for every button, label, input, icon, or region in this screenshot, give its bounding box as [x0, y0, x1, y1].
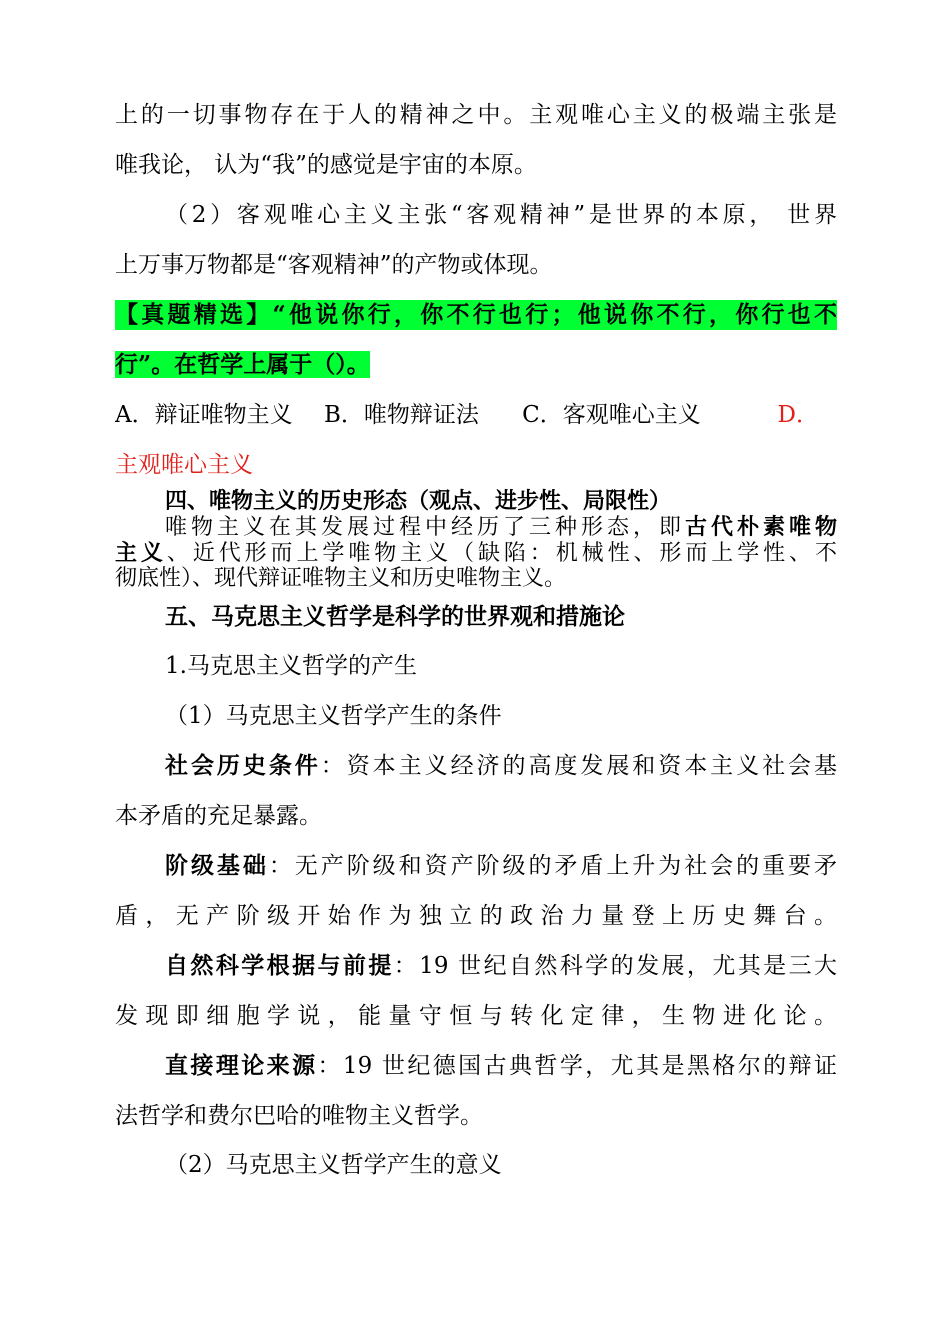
theory-source-text: ：19 世纪德国古典哲学，尤其是黑格尔的辩证: [317, 1053, 837, 1079]
para1-line1: 上的一切事物存在于人的精神之中。主观唯心主义的极端主张是: [115, 102, 837, 128]
science-basis-line2: 发现即细胞学说，能量守恒与转化定律，生物进化论。: [115, 1003, 837, 1029]
science-basis-text: ：19 世纪自然科学的发展，尤其是三大: [393, 953, 837, 979]
social-condition-text: ：资本主义经济的高度发展和资本主义社会基: [320, 753, 837, 779]
option-b: B．唯物辩证法: [323, 402, 479, 428]
social-condition-line1: [165, 751, 837, 781]
section5-sub1-1: （1）马克思主义哲学产生的条件: [165, 703, 502, 729]
section4-line2-term: 主义: [115, 540, 167, 566]
section4-line2-text: 、近代形而上学唯物主义（缺陷：机械性、形而上学性、不: [166, 541, 837, 566]
question-line2: 行”。在哲学上属于（）。: [115, 351, 370, 378]
section4-line1-text: 唯物主义在其发展过程中经历了三种形态，即: [165, 515, 685, 540]
question-line2-wrap: [115, 350, 370, 380]
para2-line2: 上万事万物都是“客观精神”的产物或体现。: [115, 252, 553, 278]
science-basis-line1: [165, 951, 837, 981]
section4-line1: [165, 514, 837, 541]
class-basis-line2: 盾，无产阶级开始作为独立的政治力量登上历史舞台。: [115, 903, 837, 929]
class-basis-label: 阶级基础: [165, 852, 269, 879]
option-d-letter: D．: [777, 402, 819, 428]
option-c: C．客观唯心主义: [522, 402, 701, 428]
section4-heading: 四、唯物主义的历史形态（观点、进步性、局限性）: [165, 488, 672, 514]
para2-line1: （2）客观唯心主义主张“客观精神”是世界的本原， 世界: [165, 202, 837, 228]
section5-sub1-2: （2）马克思主义哲学产生的意义: [165, 1152, 502, 1178]
para1-line2: 唯我论， 认为“我”的感觉是宇宙的本原。: [115, 152, 537, 178]
class-basis-line1: [165, 851, 837, 881]
option-d-answer: 主观唯心主义: [115, 452, 253, 478]
theory-source-line1: [165, 1051, 837, 1081]
section4-line2: [115, 540, 837, 567]
theory-source-label: 直接理论来源: [165, 1052, 318, 1079]
social-condition-label: 社会历史条件: [165, 752, 321, 779]
theory-source-line2: 法哲学和费尔巴哈的唯物主义哲学。: [115, 1103, 483, 1129]
section5-heading: 五、马克思主义哲学是科学的世界观和措施论: [165, 603, 625, 630]
question-line1: 【真题精选】“他说你行，你不行也行；他说你不行，你行也不: [115, 301, 837, 328]
social-condition-line2: 本矛盾的充足暴露。: [115, 803, 322, 829]
science-basis-label: 自然科学根据与前提: [165, 952, 394, 979]
section4-line1-term: 古代朴素唯物: [684, 514, 837, 540]
class-basis-text: ：无产阶级和资产阶级的矛盾上升为社会的重要矛: [268, 853, 837, 879]
section5-sub1: 1.马克思主义哲学的产生: [165, 653, 417, 679]
option-a: A．辩证唯物主义: [115, 402, 293, 428]
section4-line3: 彻底性）、现代辩证唯物主义和历史唯物主义。: [115, 566, 567, 591]
question-options: [115, 400, 837, 430]
